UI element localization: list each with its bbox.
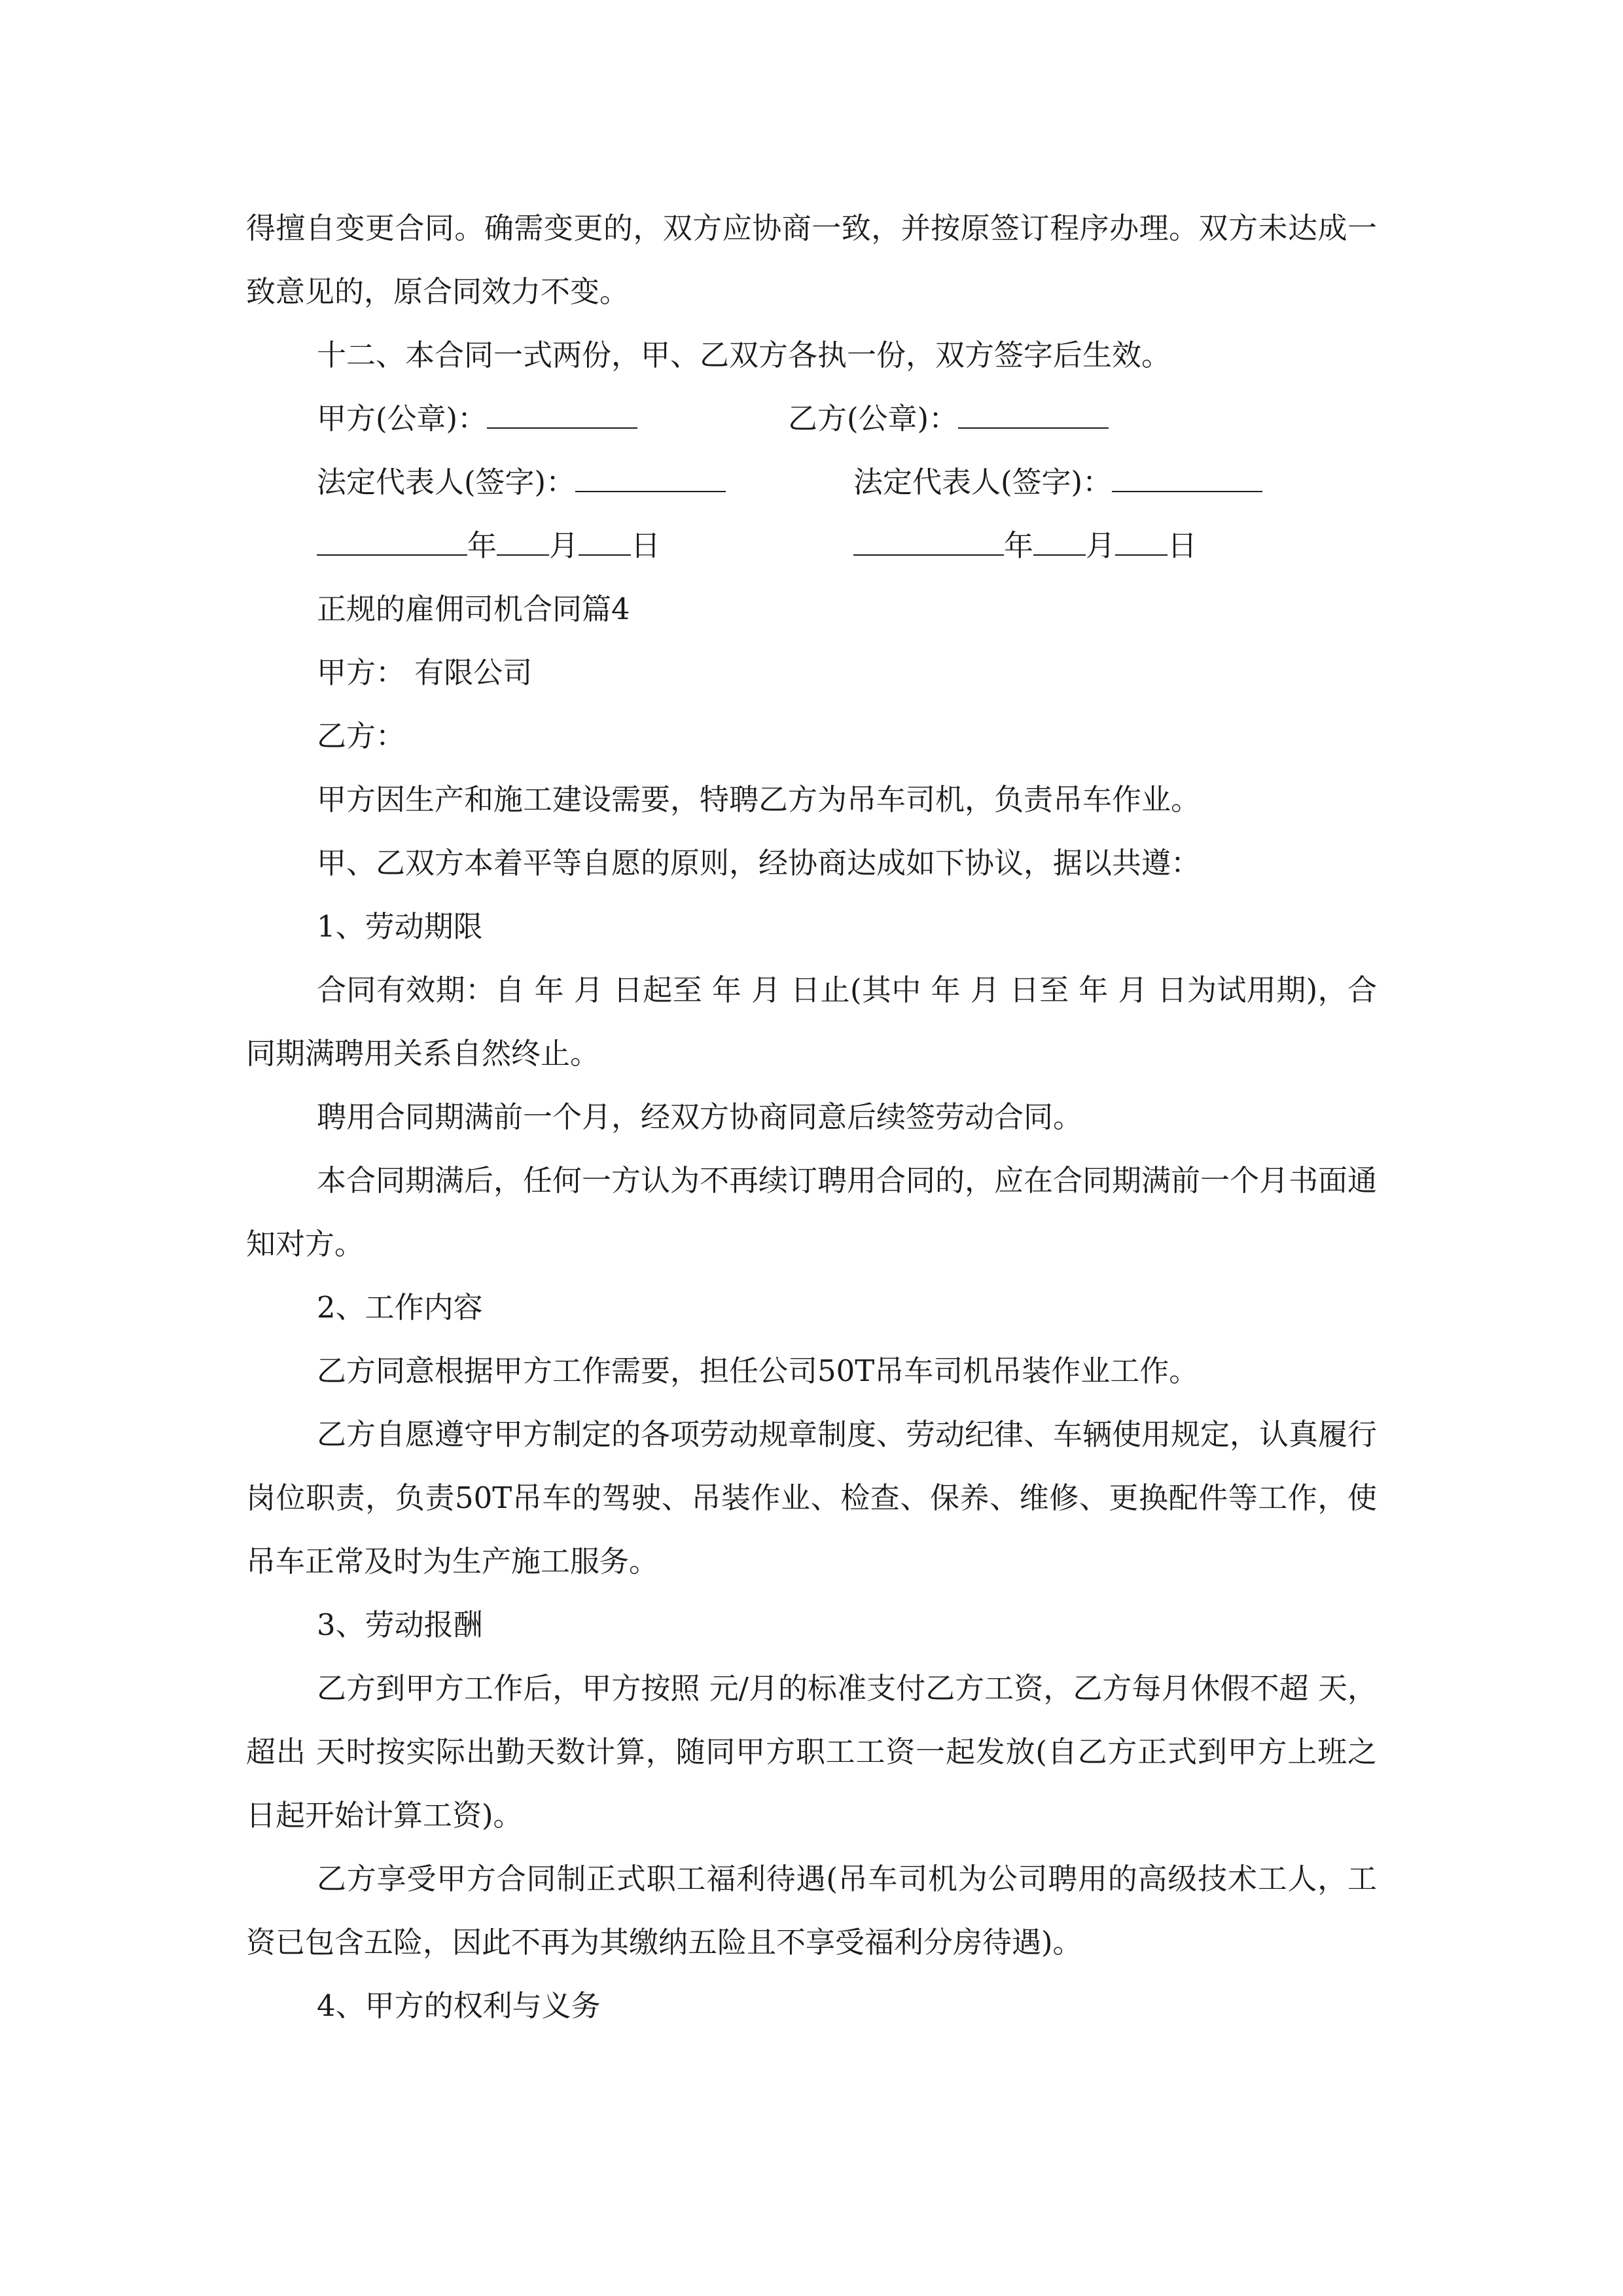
party-b-seal-field [788,387,1109,450]
intro-paragraph-1: 甲方因生产和施工建设需要，特聘乙方为吊车司机，负责吊车作业。 [317,782,1201,817]
day-label: 日 [631,528,661,563]
section-2-paragraph-1: 乙方同意根据甲方工作需要，担任公司50T吊车司机吊装作业工作。 [317,1354,1199,1388]
party-b-date-field [853,514,1197,577]
party-b-rep-label: 法定代表人(签字)： [853,465,1113,499]
party-a-rep-label: 法定代表人(签字)： [317,465,576,499]
party-a-seal-field [317,387,637,450]
party-a-year-blank [317,515,467,556]
paragraph-contract-change: 得擅自变更合同。确需变更的，双方应协商一致，并按原签订程序办理。双方未达成一致意见的，原合同效力不变。 [246,211,1377,309]
year-label: 年 [1004,528,1034,563]
section-2-paragraph-2: 乙方自愿遵守甲方制定的各项劳动规章制度、劳动纪律、车辆使用规定，认真履行岗位职责，负责50T吊车的驾驶、吊装作业、检查、保养、维修、更换配件等工作，使吊车正常及时为生产施工服务。 [246,1417,1378,1579]
day-label: 日 [1168,528,1198,563]
section-1-paragraph-1: 合同有效期：自 年 月 日起至 年 月 日止(其中 年 月 日至 年 月 日为试用期)，合同期满聘用关系自然终止。 [246,973,1377,1071]
party-b-month-blank [1033,515,1086,556]
party-b-line: 乙方： [317,719,406,753]
party-a-date-field [317,514,660,577]
party-a-rep-field [317,450,726,514]
party-a-line: 甲方： 有限公司 [317,655,533,690]
section-1-heading: 1、劳动期限 [317,909,483,944]
section-2-heading: 2、工作内容 [317,1290,483,1325]
section-1-paragraph-2: 聘用合同期满前一个月，经双方协商同意后续签劳动合同。 [317,1100,1083,1134]
party-b-seal-blank [958,388,1109,429]
party-a-seal-blank [487,388,637,429]
intro-paragraph-2: 甲、乙双方本着平等自愿的原则，经协商达成如下协议，据以共遵： [317,846,1201,880]
signature-row-date [246,514,1377,577]
party-a-rep-blank [575,452,726,492]
section-1-paragraph-3: 本合同期满后，任何一方认为不再续订聘用合同的，应在合同期满前一个月书面通知对方。 [246,1163,1378,1261]
year-label: 年 [467,528,497,563]
party-b-rep-field [853,450,1262,514]
month-label: 月 [1086,528,1116,563]
section-4-heading: 4、甲方的权利与义务 [317,1988,601,2023]
party-b-seal-label: 乙方(公章)： [788,401,959,436]
paragraph-clause-twelve: 十二、本合同一式两份，甲、乙双方各执一份，双方签字后生效。 [317,338,1171,372]
document-page [246,196,1377,2037]
party-a-month-blank [497,515,549,556]
signature-row-seal [246,387,1377,450]
party-a-day-blank [579,515,631,556]
contract-title: 正规的雇佣司机合同篇4 [317,592,630,626]
month-label: 月 [549,528,579,563]
party-b-day-blank [1115,515,1168,556]
section-3-heading: 3、劳动报酬 [317,1607,483,1642]
signature-row-representative [246,450,1377,514]
section-3-paragraph-1: 乙方到甲方工作后，甲方按照 元/月的标准支付乙方工资，乙方每月休假不超 天，超出 天时按实际出勤天数计算，随同甲方职工工资一起发放(自乙方正式到甲方上班之日起开始计算工资)。 [246,1671,1377,1833]
party-a-seal-label: 甲方(公章)： [317,401,488,436]
party-b-rep-blank [1112,452,1262,492]
party-b-year-blank [853,515,1004,556]
section-3-paragraph-2: 乙方享受甲方合同制正式职工福利待遇(吊车司机为公司聘用的高级技术工人，工资已包含五险，因此不再为其缴纳五险且不享受福利分房待遇)。 [246,1861,1377,1960]
